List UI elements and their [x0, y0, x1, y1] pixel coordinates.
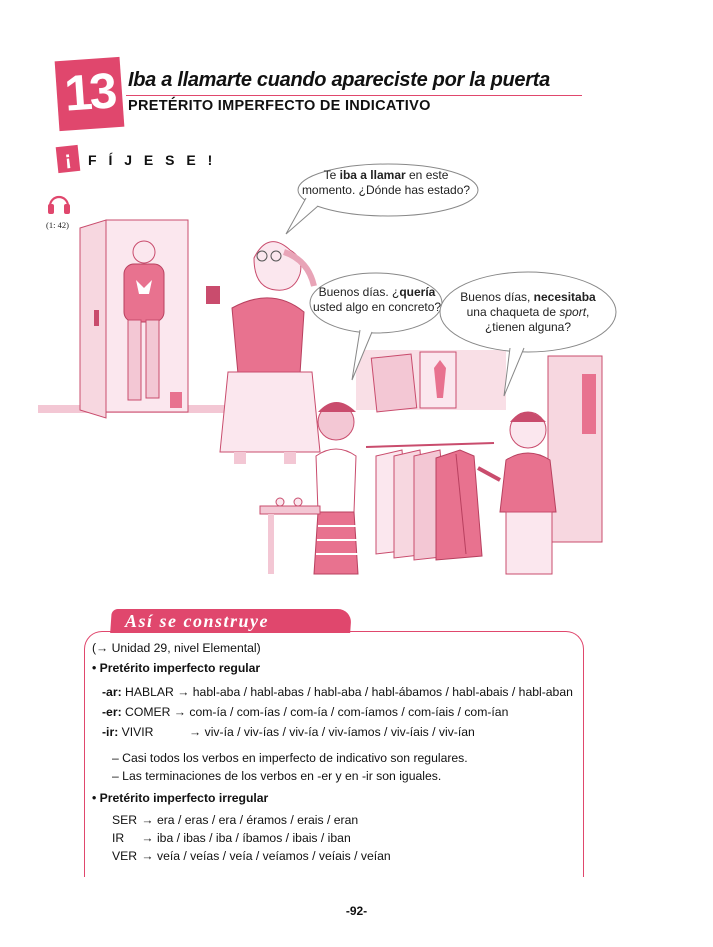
bubble3-line2-pre: una chaqueta de — [466, 305, 560, 319]
bubble3-pre: Buenos días, — [460, 290, 534, 304]
irreg-forms: iba / ibas / iba / íbamos / ibais / iban — [156, 831, 351, 845]
conj-forms: viv-ía / viv-ías / viv-ía / viv-íamos / viv-íais / viv-ían — [204, 725, 475, 739]
bubble2-pre: Buenos días. ¿ — [318, 285, 400, 299]
regular-heading: • Pretérito imperfecto regular — [92, 661, 261, 675]
bubble2-line2: usted algo en concreto? — [312, 300, 442, 314]
arrow-icon: → — [141, 813, 154, 827]
speech-bubble-2 — [304, 285, 450, 315]
fijese-label: F Í J E S E ! — [88, 152, 217, 168]
speech-bubble-3 — [448, 290, 608, 335]
bubble3-bold: necesitaba — [533, 290, 596, 304]
note-1: – Casi todos los verbos en imperfecto de indicativo son regulares. — [112, 751, 468, 765]
section-title: Así se construye — [124, 611, 269, 631]
audio-track-label: (1: 42) — [46, 220, 69, 230]
bubble1-post: en este — [405, 168, 449, 182]
arrow-icon: → — [141, 831, 154, 845]
conj-verb: COMER — [125, 705, 171, 719]
irregular-heading: • Pretérito imperfecto irregular — [92, 791, 269, 805]
irreg-forms: veía / veías / veía / veíamos / veíais / veían — [156, 849, 391, 863]
bubble1-line2: momento. ¿Dónde has estado? — [301, 183, 471, 197]
conj-row-er — [102, 704, 508, 720]
conj-row-ir — [102, 724, 475, 740]
arrow-icon: → — [189, 725, 202, 739]
conj-verb: VIVIR — [121, 725, 154, 739]
title-divider — [126, 95, 582, 96]
conj-verb: HABLAR — [125, 685, 174, 699]
speech-bubble-1 — [298, 168, 474, 198]
unit-number-badge — [55, 57, 125, 131]
unit-number: 13 — [62, 62, 117, 122]
arrow-icon: → — [177, 685, 190, 699]
irreg-row-ir — [112, 830, 351, 846]
page-number: -92- — [345, 904, 368, 918]
irreg-row-ser — [112, 812, 358, 828]
shop-scene-illustration — [36, 160, 636, 585]
bubble3-line3: ¿tienen alguna? — [484, 320, 572, 334]
bubble3-line2-post: , — [586, 305, 590, 319]
irreg-verb: VER — [112, 849, 138, 863]
conj-row-ar — [102, 684, 573, 700]
arrow-icon: → — [173, 705, 186, 719]
bubble1-pre: Te — [323, 168, 340, 182]
unit-subtitle: PRETÉRITO IMPERFECTO DE INDICATIVO — [128, 98, 431, 114]
conj-forms: habl-aba / habl-abas / habl-aba / habl-ábamos / habl-abais / habl-aban — [192, 685, 573, 699]
unit-title: Iba a llamarte cuando apareciste por la puerta — [128, 69, 550, 91]
unit-reference: (→ Unidad 29, nivel Elemental) — [92, 641, 261, 655]
irreg-row-ver — [112, 848, 391, 864]
note-2: – Las terminaciones de los verbos en -er y en -ir son iguales. — [112, 769, 442, 783]
irreg-verb: IR — [112, 831, 125, 845]
section-tab — [110, 609, 352, 633]
irreg-verb: SER — [112, 813, 138, 827]
conj-forms: com-ía / com-ías / com-ía / com-íamos / com-íais / com-ían — [189, 705, 509, 719]
irreg-forms: era / eras / era / éramos / erais / eran — [156, 813, 359, 827]
fijese-mark: ¡ — [56, 145, 81, 173]
conj-label: -er: — [102, 705, 122, 719]
conj-label: -ar: — [102, 685, 122, 699]
bubble1-bold: iba a llamar — [339, 168, 406, 182]
bubble3-italic: sport — [559, 305, 587, 319]
bubble2-bold: quería — [399, 285, 436, 299]
conj-label: -ir: — [102, 725, 119, 739]
arrow-icon: → — [141, 849, 154, 863]
